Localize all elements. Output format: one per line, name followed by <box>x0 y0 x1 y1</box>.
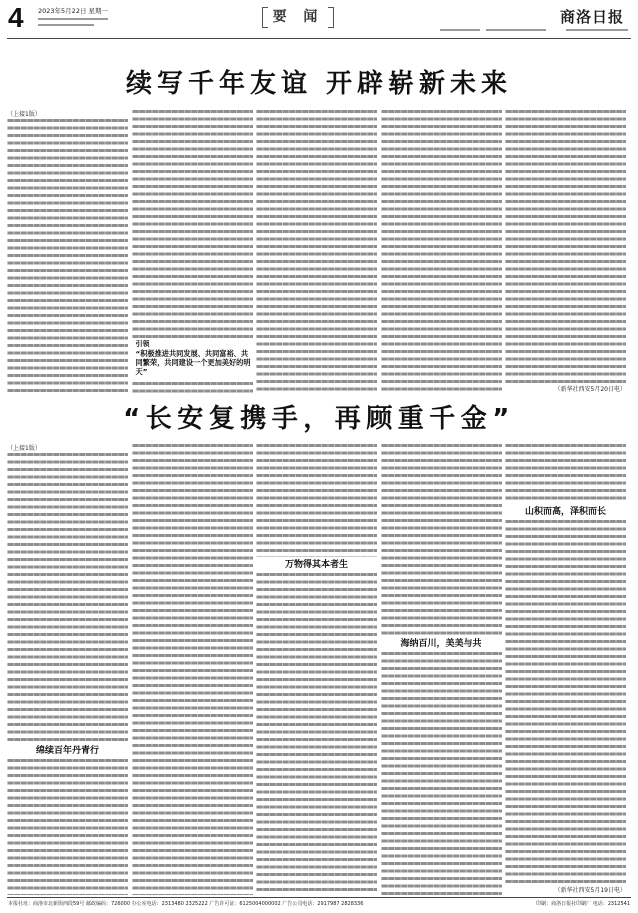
article2-column-1 <box>7 444 128 895</box>
article1-column-5 <box>505 110 626 394</box>
header-meta-line <box>38 18 108 20</box>
body-text-block <box>505 110 626 385</box>
article2-subhead-1: 绵续百年丹青行 <box>35 746 99 756</box>
body-text-block <box>132 382 253 394</box>
pull-quote <box>132 338 253 382</box>
body-text-block <box>381 652 502 895</box>
continued-label: （上接1版） <box>7 445 41 452</box>
section-title: 要 闻 <box>262 6 334 28</box>
footer-divider <box>7 897 631 898</box>
header-meta-line <box>486 29 546 31</box>
header-meta-line <box>38 24 94 26</box>
page-number: 4 <box>8 2 24 33</box>
article1-column-2 <box>132 110 253 394</box>
article2-column-3 <box>256 444 377 895</box>
article1-column-3 <box>256 110 377 394</box>
article2-column-2 <box>132 444 253 895</box>
article2-column-4 <box>381 444 502 895</box>
body-text-block <box>505 520 626 886</box>
article2-headline: “长安复携手，再顾重千金” <box>123 404 515 434</box>
body-text-block <box>132 444 253 895</box>
body-text-block <box>256 573 377 895</box>
body-text-block <box>505 444 626 504</box>
header-meta-line <box>440 29 480 31</box>
footer-printer-info: 印刷：商洛日报社印刷厂 电话：2312541 <box>536 901 630 907</box>
issue-date: 2023年5月22日 星期一 <box>38 7 109 15</box>
body-text-block <box>7 119 128 394</box>
article1-column-4 <box>381 110 502 394</box>
article2-dateline: （新华社西安5月19日电） <box>554 887 626 894</box>
body-text-block <box>7 759 128 895</box>
header-divider <box>7 38 631 39</box>
article2-column-5 <box>505 444 626 895</box>
footer-publisher-info: 本报社址：商洛市北新街西段59号 邮政编码：726000 办公室电话：2313480 2325222 广告许可证：6125004000002 广告公司电话：2917987 2828336 <box>8 901 364 907</box>
body-text-block <box>381 444 502 636</box>
pull-quote-text: “积极推进共同发展、共同富裕、共同繁荣，共同建设一个更加美好的明天” <box>135 349 251 376</box>
article1-headline: 续写千年友谊 开辟崭新未来 <box>125 69 513 99</box>
article1-column-1 <box>7 110 128 394</box>
body-text-block <box>256 444 377 557</box>
article2-subhead-4: 山积而高，泽积而长 <box>524 507 606 517</box>
newspaper-logo: 商洛日报 <box>560 8 625 26</box>
pull-quote-kicker: 引领 <box>135 340 150 348</box>
body-text-block <box>7 453 128 743</box>
article1-dateline: （新华社西安5月20日电） <box>554 386 626 393</box>
article2-subhead-3: 海纳百川，美美与共 <box>400 639 482 649</box>
body-text-block <box>381 110 502 394</box>
continued-label: （上接1版） <box>7 111 41 118</box>
body-text-block <box>256 110 377 394</box>
body-text-block <box>132 110 253 338</box>
article2-subhead-2: 万物得其本者生 <box>284 560 348 570</box>
header-meta-line <box>566 29 628 31</box>
